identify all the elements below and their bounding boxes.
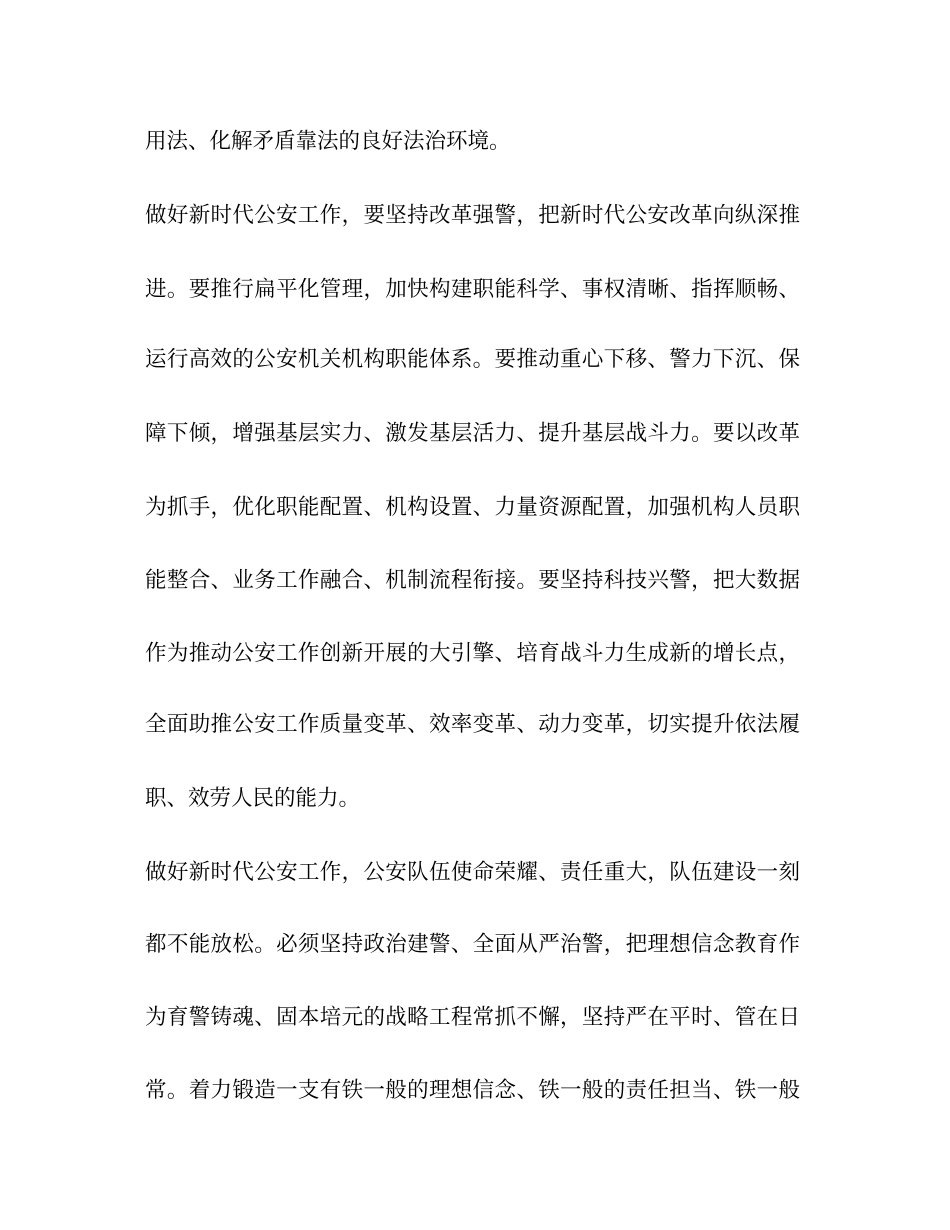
- text-line: 都不能放松。必须坚持政治建警、全面从严治警，把理想信念教育作: [145, 932, 800, 957]
- text-line: 作为推动公安工作创新开展的大引擎、培育战斗力生成新的增长点，: [145, 641, 800, 666]
- text-line: 为抓手，优化职能配置、机构设置、力量资源配置，加强机构人员职: [145, 495, 800, 520]
- text-line: 做好新时代公安工作，公安队伍使命荣耀、责任重大，队伍建设一刻: [145, 860, 800, 885]
- text-line: 职、效劳人民的能力。: [145, 786, 361, 811]
- text-line: 全面助推公安工作质量变革、效率变革、动力变革，切实提升依法履: [145, 712, 800, 737]
- text-line: 障下倾，增强基层实力、激发基层活力、提升基层战斗力。要以改革: [145, 421, 800, 446]
- text-line: 常。着力锻造一支有铁一般的理想信念、铁一般的责任担当、铁一般: [145, 1078, 800, 1103]
- text-line: 运行高效的公安机关机构职能体系。要推动重心下移、警力下沉、保: [145, 347, 800, 372]
- text-line: 用法、化解矛盾靠法的良好法治环境。: [145, 129, 511, 154]
- text-line: 做好新时代公安工作，要坚持改革强警，把新时代公安改革向纵深推: [145, 203, 800, 228]
- text-line: 为育警铸魂、固本培元的战略工程常抓不懈，坚持严在平时、管在日: [145, 1005, 800, 1030]
- text-line: 能整合、业务工作融合、机制流程衔接。要坚持科技兴警，把大数据: [145, 568, 800, 593]
- text-line: 进。要推行扁平化管理，加快构建职能科学、事权清晰、指挥顺畅、: [145, 277, 800, 302]
